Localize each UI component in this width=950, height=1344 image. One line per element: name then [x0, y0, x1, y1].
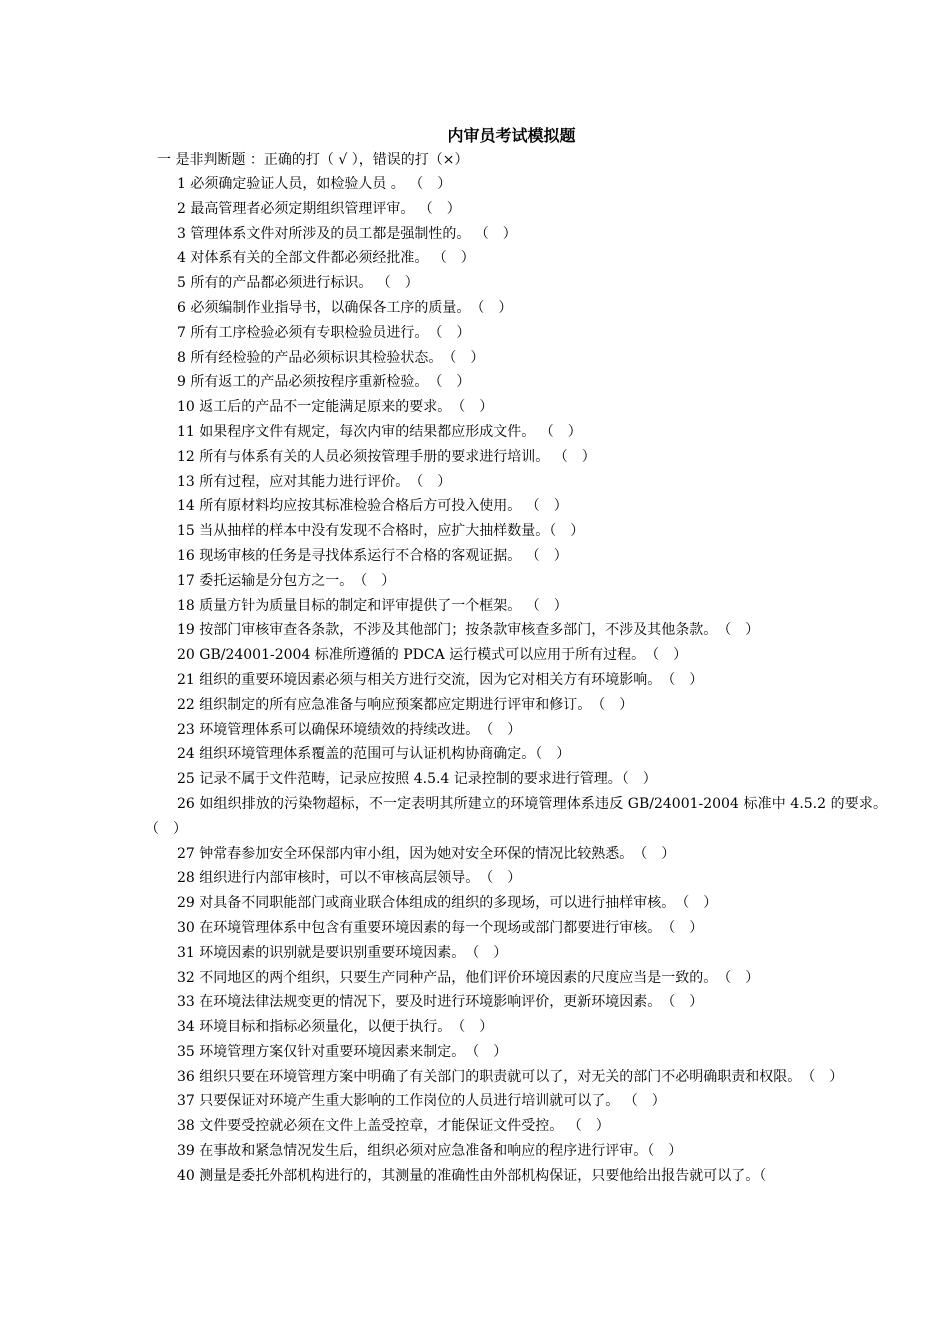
question-item: 3 管理体系文件对所涉及的员工都是强制性的。 （ ）: [177, 225, 517, 242]
question-item: 30 在环境管理体系中包含有重要环境因素的每一个现场或部门都要进行审核。 （ ）: [177, 919, 704, 936]
question-item: 29 对具备不同职能部门或商业联合体组成的组织的多现场，可以进行抽样审核。 （ ）: [177, 895, 718, 912]
question-item: 35 环境管理方案仅针对重要环境因素来制定。 （ ）: [177, 1043, 508, 1060]
question-item: 11 如果程序文件有规定，每次内审的结果都应形成文件。 （ ）: [177, 423, 582, 440]
question-item: 16 现场审核的任务是寻找体系运行不合格的客观证据。 （ ）: [177, 547, 568, 564]
question-item: 1 必须确定验证人员，如检验人员 。 （ ）: [177, 176, 452, 192]
question-item: 8 所有经检验的产品必须标识其检验状态。 （ ）: [177, 349, 485, 366]
question-item: 25 记录不属于文件范畴，记录应按照 4.5.4 记录控制的要求进行管理。（ ）: [177, 771, 657, 788]
question-item: 15 当从抽样的样本中没有发现不合格时，应扩大抽样数量。（ ）: [177, 523, 585, 540]
question-item: 23 环境管理体系可以确保环境绩效的持续改进。 （ ）: [177, 721, 522, 738]
question-item: 2 最高管理者必须定期组织管理评审。 （ ）: [177, 200, 461, 217]
question-item: 12 所有与体系有关的人员必须按管理手册的要求进行培训。 （ ）: [177, 448, 596, 465]
question-item: 38 文件要受控就必须在文件上盖受控章，才能保证文件受控。 （ ）: [177, 1118, 610, 1135]
question-item: 31 环境因素的识别就是要识别重要环境因素。 （ ）: [177, 944, 508, 961]
question-item: 5 所有的产品都必须进行标识。 （ ）: [177, 275, 419, 292]
question-item: 37 只要保证对环境产生重大影响的工作岗位的人员进行培训就可以了。 （ ）: [177, 1093, 666, 1110]
document-page: [145, 124, 894, 1189]
question-item: 33 在环境法律法规变更的情况下，要及时进行环境影响评价，更新环境因素。 （ ）: [177, 994, 704, 1011]
question-item: 21 组织的重要环境因素必须与相关方进行交流，因为它对相关方有环境影响。 （ ）: [177, 671, 704, 688]
question-item: 7 所有工序检验必须有专职检验员进行。 （ ）: [177, 324, 471, 341]
question-item: 22 组织制定的所有应急准备与响应预案都应定期进行评审和修订。 （ ）: [177, 696, 634, 713]
question-item: 4 对体系有关的全部文件都必须经批准。 （ ）: [177, 250, 475, 267]
question-item: 20 GB/24001-2004 标准所遵循的 PDCA 运行模式可以应用于所有过程。 （ ）: [177, 647, 688, 664]
question-item: 10 返工后的产品不一定能满足原来的要求。 （ ）: [177, 399, 494, 416]
question-item: 9 所有返工的产品必须按程序重新检验。 （ ）: [177, 374, 471, 391]
question-list: [145, 172, 894, 1189]
question-item: 19 按部门审核审查各条款，不涉及其他部门；按条款审核查多部门，不涉及其他条款。 （ ）: [177, 622, 760, 639]
question-item: 13 所有过程，应对其能力进行评价。 （ ）: [177, 473, 452, 490]
section-heading: 一 是非判断题 ：正确的打（ √ ），错误的打（×）: [157, 152, 469, 168]
question-item: 26 如组织排放的污染物超标，不一定表明其所建立的环境管理体系违反 GB/24001-2004 标准中 4.5.2 的要求。 （ ）: [145, 795, 894, 837]
question-item: 6 必须编制作业指导书，以确保各工序的质量。 （ ）: [177, 299, 513, 316]
question-item: 34 环境目标和指标必须量化，以便于执行。 （ ）: [177, 1019, 494, 1036]
question-item: 40 测量是委托外部机构进行的，其测量的准确性由外部机构保证，只要他给出报告就可以了。（: [177, 1167, 767, 1184]
question-item: 39 在事故和紧急情况发生后，组织必须对应急准备和响应的程序进行评审。（ ）: [177, 1143, 683, 1160]
question-item: 32 不同地区的两个组织，只要生产同种产品，他们评价环境因素的尺度应当是一致的。 （ ）: [177, 969, 760, 986]
question-item: 14 所有原材料均应按其标准检验合格后方可投入使用。 （ ）: [177, 498, 568, 515]
question-item: 18 质量方针为质量目标的制定和评审提供了一个框架。 （ ）: [177, 597, 568, 614]
question-item: 17 委托运输是分包方之一。 （ ）: [177, 572, 396, 589]
document-title: 内审员考试模拟题: [447, 126, 576, 145]
question-item: 28 组织进行内部审核时，可以不审核高层领导。 （ ）: [177, 870, 522, 887]
question-item: 36 组织只要在环境管理方案中明确了有关部门的职责就可以了，对无关的部门不必明确职责和权限。 （ ）: [177, 1068, 844, 1085]
question-item: 24 组织环境管理体系覆盖的范围可与认证机构协商确定。（ ）: [177, 746, 571, 763]
question-item: 27 钟常春参加安全环保部内审小组，因为她对安全环保的情况比较熟悉。 （ ）: [177, 845, 676, 862]
